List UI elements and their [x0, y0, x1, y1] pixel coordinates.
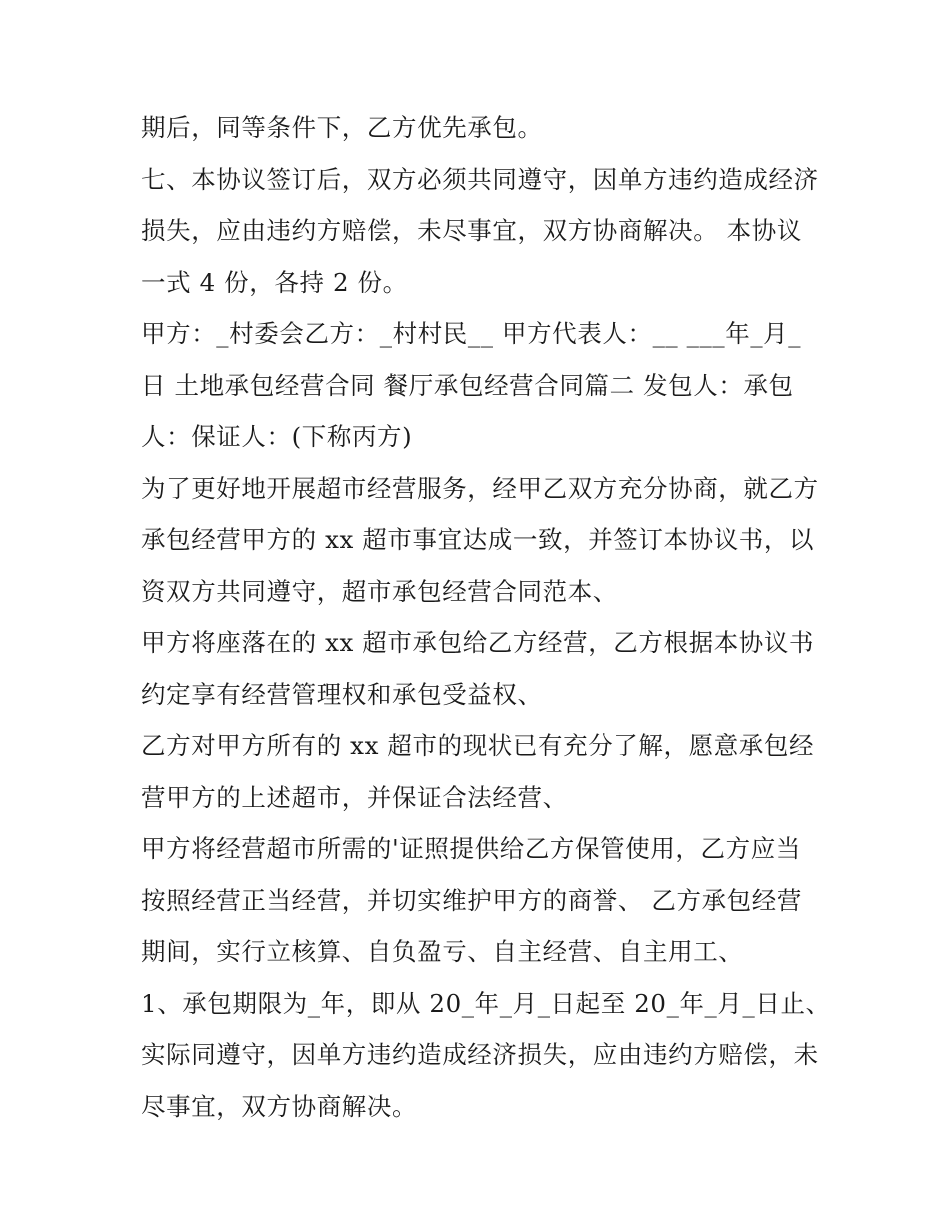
- text-line: 七、本协议签订后，双方必须共同遵守，因单方违约造成经济: [141, 164, 819, 194]
- text-line: 甲方将座落在的 xx 超市承包给乙方经营，乙方根据本协议书: [141, 628, 815, 657]
- text-line: 营甲方的上述超市，并保证合法经营、: [141, 782, 568, 812]
- text-line: 1、承包期限为_年，即从 20_年_月_日起至 20_年_月_日止、: [141, 988, 831, 1018]
- text-line: 按照经营正当经营，并切实维护甲方的商誉、 乙方承包经营: [141, 885, 802, 915]
- text-line: 损失，应由违约方赔偿，未尽事宜，双方协商解决。 本协议: [141, 216, 802, 245]
- text-line: 甲方：_村委会乙方：_村村民__ 甲方代表人：__ ___年_月_: [141, 319, 802, 348]
- text-line: 期间，实行立核算、自负盈亏、自主经营、自主用工、: [141, 937, 744, 966]
- text-line: 人：保证人：(下称丙方): [141, 422, 413, 451]
- document-body: [141, 102, 831, 1132]
- text-line: 日 土地承包经营合同 餐厅承包经营合同篇二 发包人：承包: [141, 370, 794, 400]
- text-line: 期后，同等条件下，乙方优先承包。: [141, 113, 543, 142]
- text-line: 一式 4 份，各持 2 份。: [141, 267, 408, 297]
- text-line: 尽事宜，双方协商解决。: [141, 1091, 418, 1121]
- text-line: 实际同遵守，因单方违约造成经济损失，应由违约方赔偿，未: [141, 1040, 819, 1069]
- text-line: 资双方共同遵守，超市承包经营合同范本、: [141, 576, 618, 606]
- text-line: 约定享有经营管理权和承包受益权、: [141, 679, 543, 709]
- text-line: 承包经营甲方的 xx 超市事宜达成一致，并签订本协议书，以: [141, 525, 815, 554]
- text-line: 乙方对甲方所有的 xx 超市的现状已有充分了解，愿意承包经: [141, 731, 815, 760]
- text-line: 甲方将经营超市所需的'证照提供给乙方保管使用，乙方应当: [141, 834, 801, 863]
- text-line: 为了更好地开展超市经营服务，经甲乙双方充分协商，就乙方: [141, 473, 819, 503]
